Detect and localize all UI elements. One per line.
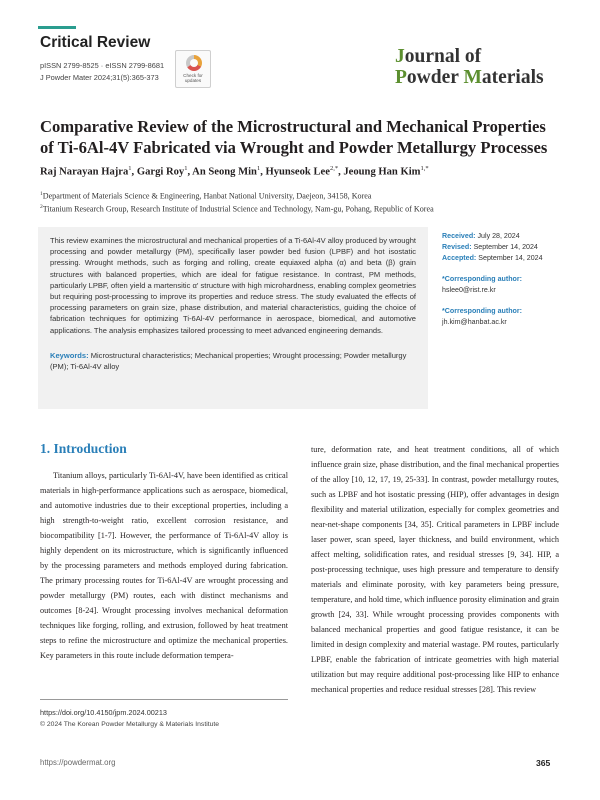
keywords-text: Microstructural characteristics; Mechanical properties; Wrought processing; Powder metallurgy (PM); Ti-6Al-4V alloy	[50, 350, 407, 372]
body-paragraph: Titanium alloys, particularly Ti-6Al-4V, have been identified as critical materials in high-performance applications such as aerospace, biomedical, and automotive industries due to their exceptional properties, including a high strength-to-weight ratio, excellent corrosion resistance, and biocompatibility [1-7]. However, the performance of Ti-6Al-4V alloy is highly dependent on its microstructure, which is significantly influenced by the processing parameters and methods employed during fabrication. The primary processing routes for Ti-6Al-4V are wrought processing and powder metallurgy (PM) routes, each with distinct mechanisms and outcomes [8-24]. Wrought processing involves mechanical deformation techniques like forging, rolling, and extrusion, followed by heat treatment steps to refine the microstructure and optimize the mechanical properties. Key parameters in this route include deformation tempera-	[40, 471, 288, 660]
author: Gargi Roy	[136, 166, 185, 178]
corresponding-email[interactable]: hslee0@rist.re.kr	[442, 286, 496, 294]
header-accent-bar	[38, 26, 76, 29]
issn-line: pISSN 2799-8525 · eISSN 2799-8681	[40, 61, 165, 70]
affiliations	[40, 189, 434, 216]
author-list: Raj Narayan Hajra$^1$, Gargi Roy$^1$, An Seong Min$^1$, Hyunseok Lee$^{2,*}$, Jeoung Han Kim$^{1,*}$	[40, 165, 429, 178]
journal-url[interactable]: https://powdermat.org	[40, 758, 116, 767]
keywords-label: Keywords:	[50, 350, 89, 360]
abstract-text: This review examines the microstructural and mechanical properties of a Ti-6Al-4V alloy produced by wrought processing and powder metallurgy (PM), specifically laser powder bed fusion (LPBF) and hot isostatic pressing. Wrought methods, such as forging and rolling, create equiaxed alpha (α) and beta (β) grain structures with balanced properties, which are ideal for fatigue resistance. In contrast, PM methods, particularly LPBF, often yield a martensitic α′ structure with high microhardness, enabling complex geometries but requiring post-processing to improve its properties and reduce stress. The study evaluated the effects of processing parameters on grain size, phase distribution, and material characteristics, guiding the choice of fabrication techniques for optimizing Ti-6Al-4V performance in aerospace, biomedical, and automotive applications. The analysis emphasizes tailored processing to meet advanced engineering demands.	[50, 236, 416, 335]
article-title: Comparative Review of the Microstructural and Mechanical Properties of Ti-6Al-4V Fabricated via Wrought and Powder Metallurgy Processes	[40, 117, 548, 157]
journal-logo: Journal of Powder Materials	[395, 46, 544, 88]
check-for-updates-badge[interactable]	[175, 50, 211, 88]
received-date: July 28, 2024	[477, 232, 520, 240]
corresponding-author-label: *Corresponding author:	[442, 275, 522, 283]
citation-line: J Powder Mater 2024;31(5):365-373	[40, 72, 159, 82]
body-column-left	[40, 468, 288, 663]
revised-date: September 14, 2024	[473, 243, 538, 251]
affiliation: $^2$Titanium Research Group, Research Institute of Industrial Science and Technology, Nam-gu, Pohang, Republic of Korea	[40, 204, 434, 214]
copyright-notice: © 2024 The Korean Powder Metallurgy & Materials Institute	[40, 721, 220, 728]
page-number: 365	[536, 758, 551, 768]
body-column-right	[311, 442, 559, 697]
abstract-box	[38, 227, 428, 409]
footnote-divider	[40, 699, 288, 700]
author: An Seong Min	[192, 166, 257, 178]
badge-label: Check for updates	[183, 73, 203, 84]
keywords	[50, 350, 416, 372]
body-paragraph: ture, deformation rate, and heat treatment conditions, all of which influence grain size, phase distribution, and the final mechanical properties of the alloy [10, 12, 17, 19, 25-33]. In contrast, powder metallurgy routes, such as LPBF and hot isostatic pressing (HIP), offer advantages in design flexibility and material utilization, especially for complex geometries and near-net-shape components [34, 35]. Critical parameters in LPBF include laser power, scan speed, layer thickness, and build environment, which affect melting, solidification rates, and residual stresses [9, 34]. HIP, a post-processing technique, uses high pressure and temperature to densify materials and eliminate porosity, with key parameters being pressure, temperature, and hold time, which influence porosity elimination and grain growth [24, 33]. While wrought processing provides components with balanced mechanical properties and good fatigue resistance, it can be limited in design complexity and material wastage. PM routes, particularly LPBF, enable the fabrication of intricate geometries with high material utilization but may require additional post-processing like HIP to enhance mechanical properties and reduce residual stresses [28]. This review	[311, 445, 559, 694]
affiliation: $^1$Department of Materials Science & Engineering, Hanbat National University, Daejeon, 34158, Korea	[40, 191, 372, 201]
author: Hyunseok Lee	[265, 166, 330, 178]
section-heading: 1. Introduction	[40, 441, 127, 456]
corresponding-author-label: *Corresponding author:	[442, 307, 522, 315]
article-info-sidebar: Received: July 28, 2024 Revised: September 14, 2024 Accepted: September 14, 2024 *Corresponding author: hslee0@rist.re.kr *Corresponding author: jh.kim@hanbat.ac.kr	[442, 231, 572, 328]
accepted-date: September 14, 2024	[478, 254, 543, 262]
doi-link[interactable]: https://doi.org/10.4150/jpm.2024.00213	[40, 708, 167, 717]
author: Jeoung Han Kim	[343, 166, 421, 178]
crossmark-icon	[186, 55, 202, 71]
corresponding-email[interactable]: jh.kim@hanbat.ac.kr	[442, 318, 507, 326]
section-label: Critical Review	[40, 34, 151, 51]
issn-info	[40, 60, 164, 83]
author: Raj Narayan Hajra	[40, 166, 129, 178]
